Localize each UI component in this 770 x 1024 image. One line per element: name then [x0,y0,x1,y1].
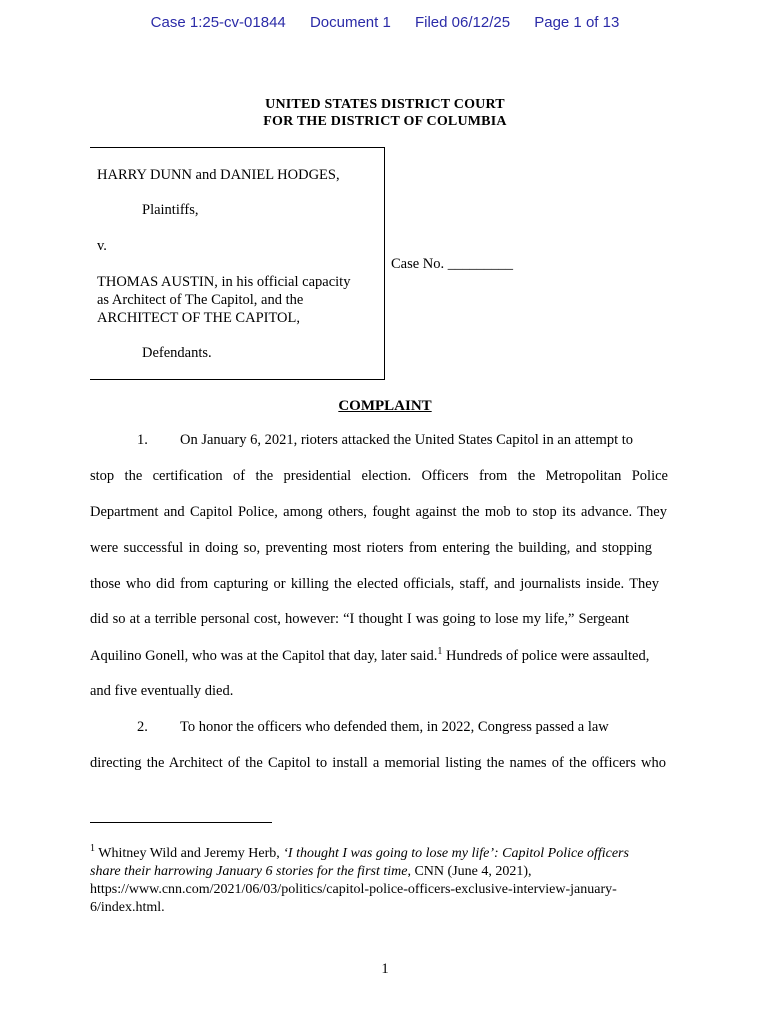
paragraph-1-line-8: and five eventually died. [90,683,234,699]
filed-date-stamp: Filed 06/12/25 [414,14,511,31]
paragraph-1-line-2: stop the certification of the presidential election. Officers from the Metropolitan Police [90,468,668,484]
footnote-separator [90,822,272,823]
page-count-stamp: Page 1 of 13 [534,14,620,31]
paragraph-2-line-2: directing the Architect of the Capitol to install a memorial listing the names of the officers who [90,755,666,771]
paragraph-1-line-6: did so at a terrible personal cost, however: “I thought I was going to lose my life,” Sergeant [90,611,629,627]
footnote-authors: Whitney Wild and Jeremy Herb, [95,846,284,861]
footnote-source: , CNN (June 4, 2021), [407,864,532,879]
footnote-url-line-1[interactable]: https://www.cnn.com/2021/06/03/politics/capitol-police-officers-exclusive-interview-january- [90,882,617,897]
paragraph-1-number: 1. [137,432,148,448]
court-name: UNITED STATES DISTRICT COURT [265,97,505,112]
court-heading [0,96,770,130]
paragraph-2-number: 2. [137,719,148,735]
plaintiffs-names: HARRY DUNN and DANIEL HODGES, [97,167,340,183]
defendants-role: Defendants. [142,345,212,361]
paragraph-1-line-4: were successful in doing so, preventing most rioters from entering the building, and stopping [90,540,652,556]
caption-top-rule [90,147,385,148]
paragraph-1-line-3: Department and Capitol Police, among others, fought against the mob to stop its advance. They [90,504,667,520]
footnote-marker: 1 [90,843,95,854]
defendant-line-1: THOMAS AUSTIN, in his official capacity [97,274,351,290]
caption-right-rule [384,147,385,379]
document-number-stamp: Document 1 [309,14,391,31]
footnote-line-1 [90,845,680,863]
paragraph-1-line-5: those who did from capturing or killing the elected officials, staff, and journalists inside. They [90,576,659,592]
paragraph-1-line-1: On January 6, 2021, rioters attacked the United States Capitol in an attempt to [180,432,634,448]
case-number-stamp: Case 1:25-cv-01844 [150,14,286,31]
defendant-line-2: as Architect of The Capitol, and the [97,292,304,308]
paragraph-2-line-1: To honor the officers who defended them, in 2022, Congress passed a law [180,719,609,735]
footnote-line-2 [90,863,680,881]
paragraph-1-line-7a: Aquilino Gonell, who was at the Capitol that day, later said. [90,648,438,664]
footnote-reference-1[interactable]: 1 [437,646,443,657]
page-number: 1 [381,961,389,977]
footnote-article-title-part-1: ‘I thought I was going to lose my life’: Capitol Police officers [283,846,629,861]
footnote-url-line-2[interactable]: 6/index.html. [90,900,165,915]
footnote-article-title-part-2: share their harrowing January 6 stories for the first time [90,864,408,879]
versus: v. [97,238,107,254]
court-district: FOR THE DISTRICT OF COLUMBIA [263,114,507,129]
defendant-line-3: ARCHITECT OF THE CAPITOL, [97,310,301,326]
case-number-field: Case No. _________ [391,256,514,272]
complaint-title: COMPLAINT [338,398,432,414]
ecf-filing-header [0,14,770,31]
paragraph-1-line-7b: Hundreds of police were assaulted, [442,648,650,664]
paragraph-1-line-7 [90,647,682,665]
plaintiffs-role: Plaintiffs, [142,202,199,218]
caption-bottom-rule [90,379,385,380]
